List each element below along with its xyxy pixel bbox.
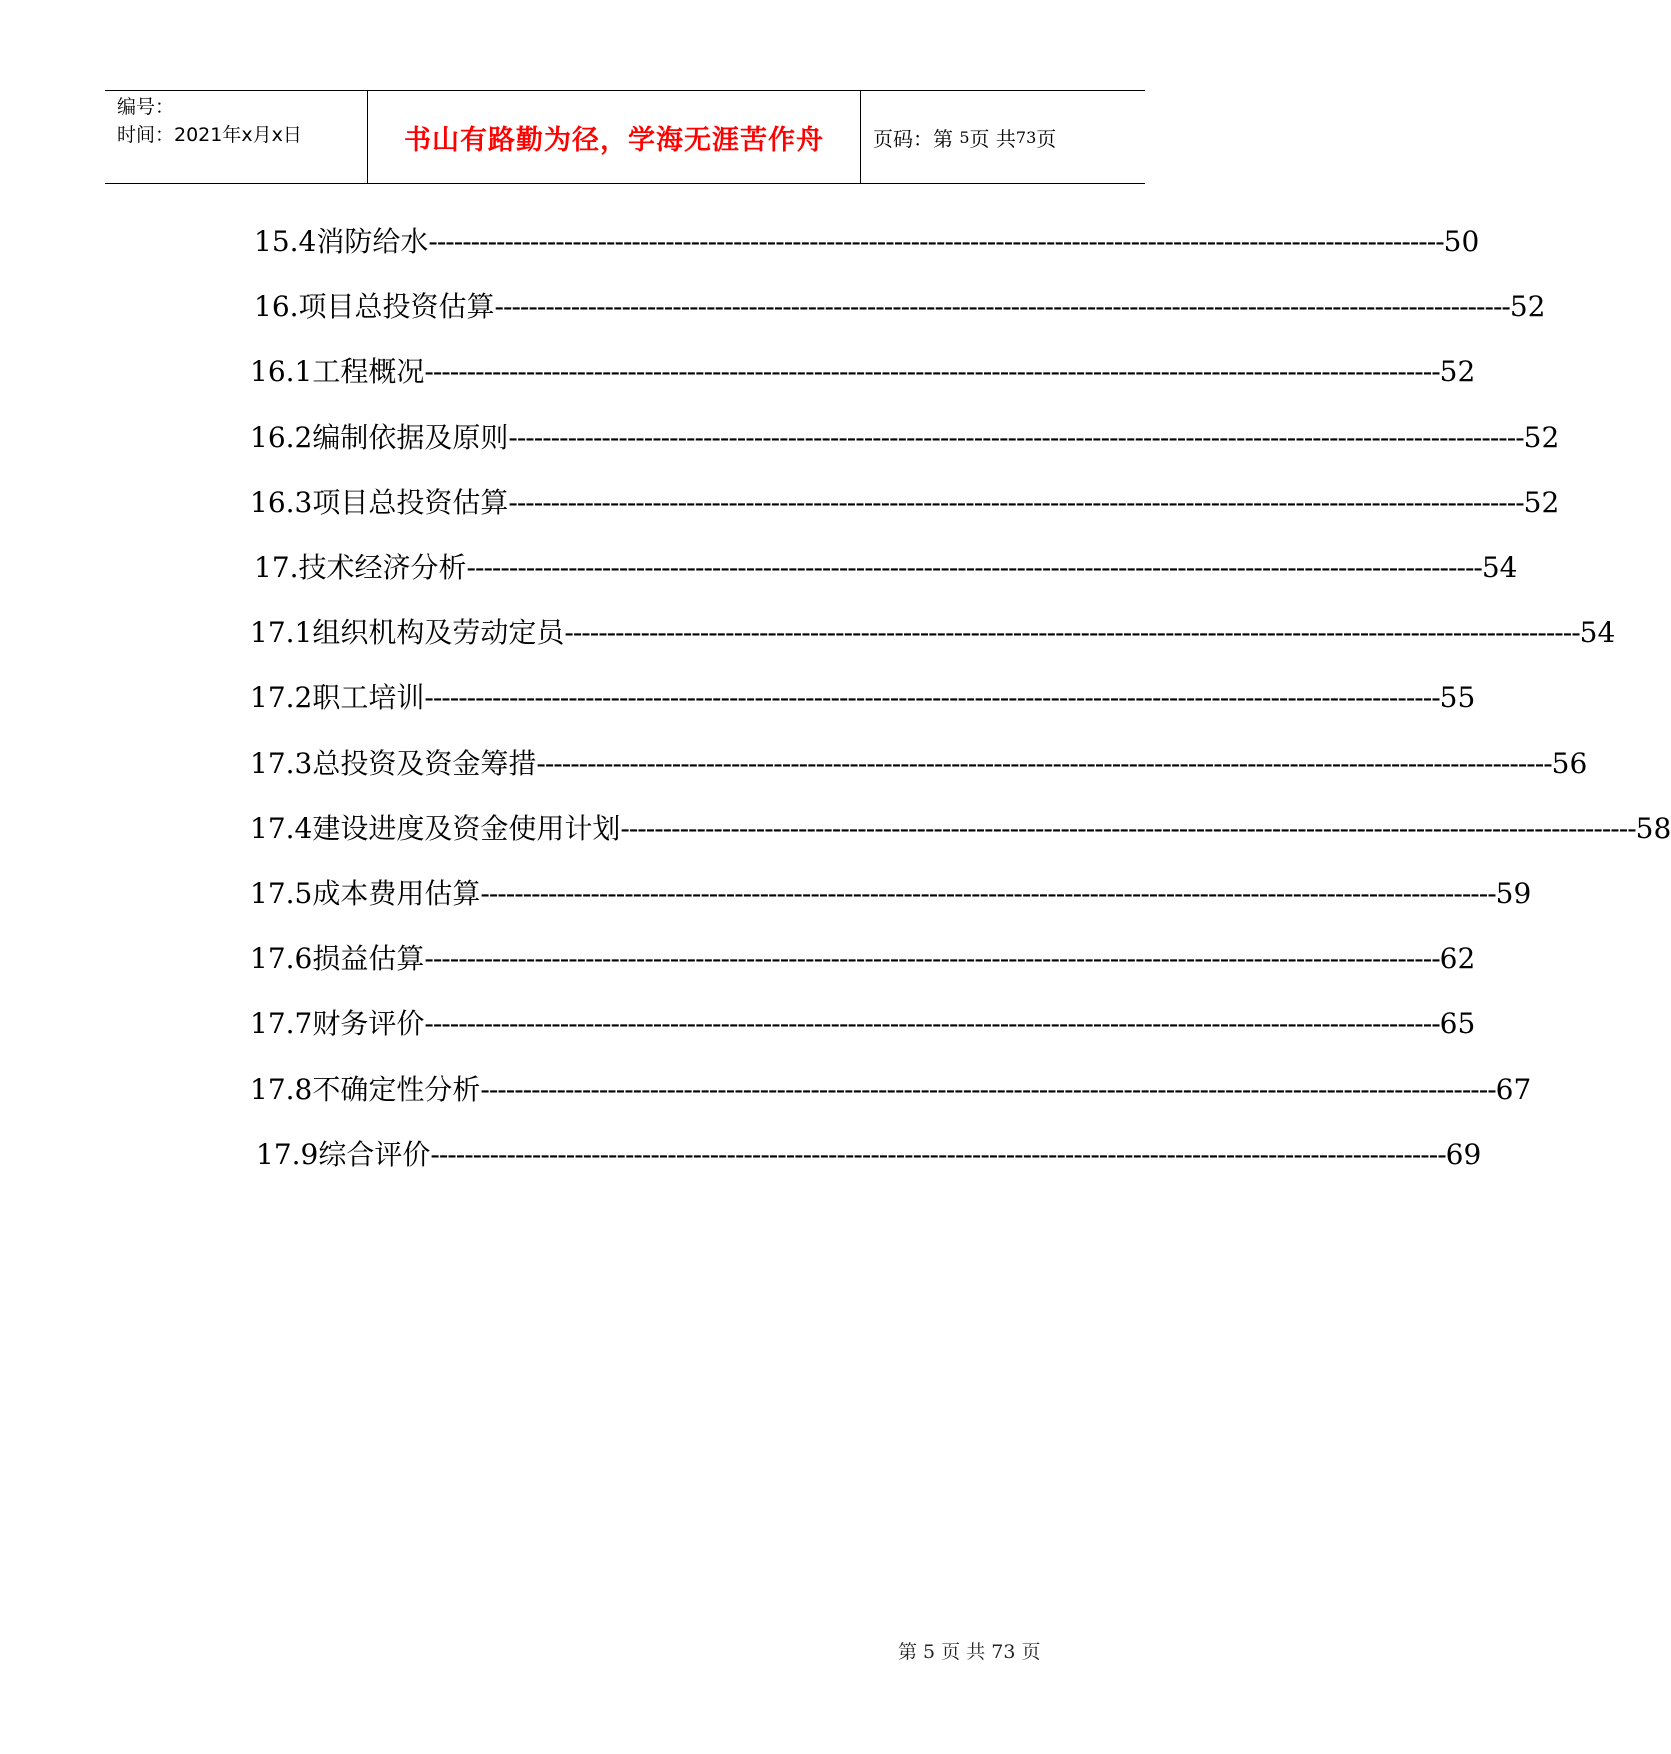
page-footer: 第 5 页 共 73 页 (898, 1641, 1041, 1663)
toc-entry-title: 职工培训 (312, 681, 425, 715)
toc-entry-number: 17.4 (250, 811, 313, 845)
toc-entry-leader: ------------------------------------------------------------------------------------------------------------------------ (424, 681, 1440, 715)
toc-entry-number: 17.3 (250, 746, 313, 780)
toc-entry-title: 不确定性分析 (312, 1072, 481, 1106)
toc-entry-number: 17.7 (250, 1007, 313, 1041)
toc-entry[interactable] (250, 744, 1588, 784)
toc-entry-number: 17. (254, 551, 299, 584)
toc-entry-title: 编制依据及原则 (312, 420, 509, 454)
toc-entry[interactable] (250, 1004, 1476, 1044)
toc-entry-page: 54 (1481, 551, 1518, 584)
toc-entry[interactable] (250, 352, 1476, 392)
toc-entry-page: 62 (1439, 942, 1476, 976)
toc-entry-number: 17.1 (250, 616, 313, 650)
toc-entry-title: 组织机构及劳动定员 (312, 616, 565, 650)
toc-entry[interactable] (254, 222, 1480, 262)
toc-entry-title: 财务评价 (312, 1007, 425, 1041)
toc-entry[interactable] (256, 1135, 1482, 1175)
time-label: 时间：2021年x月x日 (117, 124, 302, 146)
toc-entry-page: 50 (1443, 225, 1480, 258)
toc-entry-title: 工程概况 (312, 355, 425, 389)
toc-entry-number: 15.4 (254, 225, 317, 258)
toc-entry-title: 消防给水 (316, 225, 429, 258)
toc-entry-page: 59 (1495, 877, 1532, 910)
toc-entry-number: 16. (254, 290, 299, 324)
toc-entry-number: 17.5 (250, 877, 313, 910)
toc-entry[interactable] (250, 939, 1476, 979)
toc-entry-leader: ------------------------------------------------------------------------------------------------------------------------ (428, 225, 1444, 258)
toc-entry-number: 17.2 (250, 681, 313, 715)
toc-entry-page: 52 (1509, 290, 1546, 324)
toc-entry-number: 16.3 (250, 485, 313, 519)
page-total: 73 (1015, 127, 1037, 147)
toc-entry-leader: ------------------------------------------------------------------------------------------------------------------------ (620, 811, 1636, 845)
toc-entry[interactable] (250, 483, 1560, 523)
toc-entry-page: 58 (1635, 811, 1671, 845)
toc-entry-page: 52 (1523, 420, 1560, 454)
toc-entry-page: 52 (1439, 355, 1476, 389)
toc-entry-number: 16.2 (250, 420, 313, 454)
toc-entry-number: 17.6 (250, 942, 313, 976)
toc-entry[interactable] (250, 874, 1532, 914)
toc-entry[interactable] (254, 287, 1546, 327)
page-suffix: 页 (1036, 126, 1057, 151)
toc-entry-leader: ------------------------------------------------------------------------------------------------------------------------ (508, 420, 1524, 454)
toc-entry-page: 52 (1523, 485, 1560, 519)
toc-entry-title: 项目总投资估算 (298, 290, 495, 324)
toc-entry[interactable] (250, 613, 1616, 653)
toc-entry[interactable] (250, 678, 1476, 718)
toc-entry-leader: ------------------------------------------------------------------------------------------------------------------------ (424, 942, 1440, 976)
toc-entry-leader: ------------------------------------------------------------------------------------------------------------------------ (508, 485, 1524, 519)
page-middle: 页 共 (969, 126, 1016, 151)
toc-entry-page: 67 (1495, 1072, 1532, 1106)
toc-entry[interactable] (254, 548, 1518, 588)
toc-entry-page: 54 (1579, 616, 1616, 650)
code-label: 编号： (117, 96, 175, 118)
toc-entry-leader: ------------------------------------------------------------------------------------------------------------------------ (466, 551, 1482, 584)
toc-entry[interactable] (250, 809, 1671, 849)
toc-entry-title: 损益估算 (312, 942, 425, 976)
toc-entry-title: 综合评价 (318, 1137, 431, 1171)
page-current: 5 (959, 127, 970, 147)
toc-entry-page: 55 (1439, 681, 1476, 715)
toc-entry-leader: ------------------------------------------------------------------------------------------------------------------------ (480, 1072, 1496, 1106)
toc-entry[interactable] (250, 1070, 1532, 1110)
toc-entry-number: 17.9 (256, 1137, 319, 1171)
toc-entry-title: 建设进度及资金使用计划 (312, 811, 621, 845)
toc-entry-leader: ------------------------------------------------------------------------------------------------------------------------ (424, 355, 1440, 389)
toc-entry-page: 65 (1439, 1007, 1476, 1041)
toc-entry-leader: ------------------------------------------------------------------------------------------------------------------------ (564, 616, 1580, 650)
toc-entry[interactable] (250, 418, 1560, 458)
toc-entry-leader: ------------------------------------------------------------------------------------------------------------------------ (424, 1007, 1440, 1041)
page-prefix: 页码：第 (873, 126, 960, 151)
toc-entry-page: 69 (1445, 1137, 1482, 1171)
toc-entry-title: 项目总投资估算 (312, 485, 509, 519)
toc-entry-number: 17.8 (250, 1072, 313, 1106)
header-motto: 书山有路勤为径，学海无涯苦作舟 (368, 91, 861, 183)
toc-entry-leader: ------------------------------------------------------------------------------------------------------------------------ (494, 290, 1510, 324)
toc-entry-leader: ------------------------------------------------------------------------------------------------------------------------ (430, 1137, 1446, 1171)
toc-entry-leader: ------------------------------------------------------------------------------------------------------------------------ (536, 746, 1552, 780)
toc-entry-page: 56 (1551, 746, 1588, 780)
toc-entry-number: 16.1 (250, 355, 313, 389)
toc-entry-leader: ------------------------------------------------------------------------------------------------------------------------ (480, 877, 1496, 910)
toc-entry-title: 技术经济分析 (298, 551, 467, 584)
toc-entry-title: 成本费用估算 (312, 877, 481, 910)
toc-entry-title: 总投资及资金筹措 (312, 746, 537, 780)
